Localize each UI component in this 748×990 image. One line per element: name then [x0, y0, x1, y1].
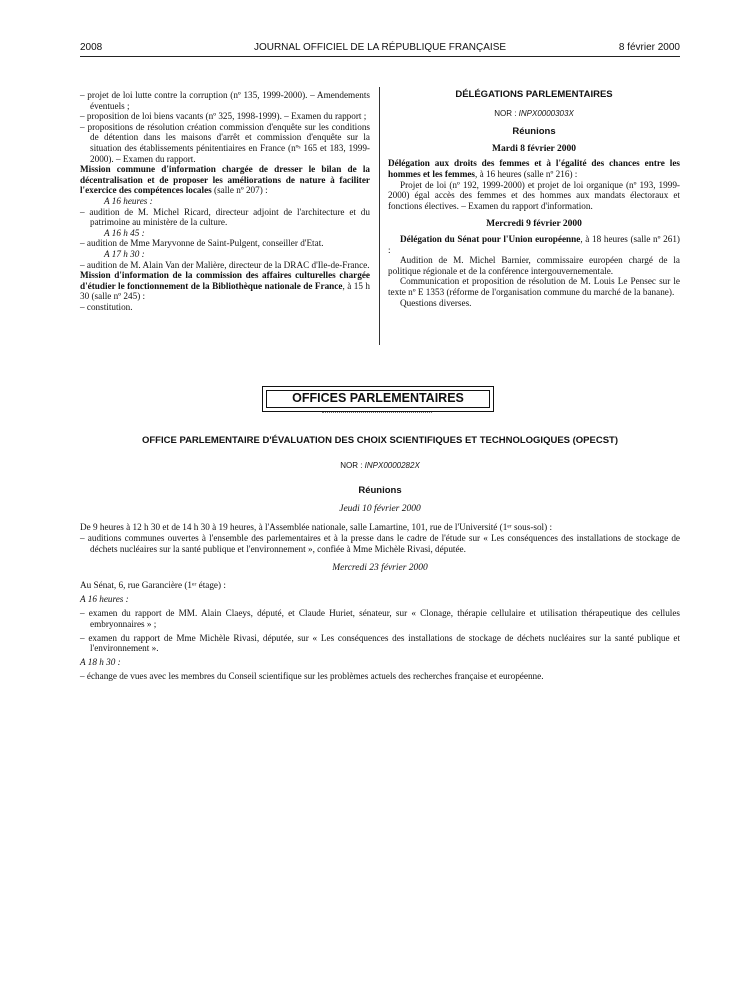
column-divider: [379, 87, 380, 345]
issue-date: 8 février 2000: [618, 42, 680, 53]
day-heading: Mardi 8 février 2000: [492, 143, 576, 154]
day-heading: Jeudi 10 février 2000: [339, 504, 421, 515]
left-column: [80, 90, 370, 312]
nor-reference: NOR : INPX0000303X: [494, 108, 574, 118]
agenda-location: Au Sénat, 6, rue Garancière (1ᵉʳ étage) :: [80, 580, 226, 591]
list-item: – audition de Mme Maryvonne de Saint-Pulgent, conseiller d'Etat.: [80, 238, 324, 249]
delegation-heading: Délégation aux droits des femmes et à l'égalité des chances entre les hommes et les femmes, à 16 heures (salle nº 216) :: [388, 158, 680, 179]
list-item: – projet de loi lutte contre la corruption (nº 135, 1999-2000). – Amendements éventuels ;: [80, 90, 370, 111]
page-number: 2008: [80, 42, 103, 53]
list-item: – proposition de loi biens vacants (nº 325, 1998-1999). – Examen du rapport ;: [80, 111, 367, 122]
header-rule: [80, 56, 680, 57]
delegation-heading: Délégation du Sénat pour l'Union européenne, à 18 heures (salle nº 261) :: [388, 233, 680, 255]
list-item: – audition de M. Alain Van der Malière, directeur de la DRAC d'Ile-de-France.: [80, 259, 370, 270]
list-item: – examen du rapport de MM. Alain Claeys, député, et Claude Huriet, sénateur, sur « Clonage, thérapie cellulaire et utilisation thérapeutique des cellules embryonnaires » ;: [80, 607, 680, 629]
offices-section-title: OFFICES PARLEMENTAIRES: [266, 390, 490, 408]
agenda-paragraph: Projet de loi (nº 192, 1999-2000) et projet de loi organique (nº 193, 1999-2000) égal accès des femmes et des hommes aux mandats électoraux et fonctions électives. – Examen du rapport d'information.: [388, 179, 680, 211]
list-item: – audition de M. Michel Ricard, directeur adjoint de l'architecture et du patrimoine au ministère de la culture.: [80, 206, 370, 228]
offices-section-box: [262, 386, 494, 412]
agenda-paragraph: Communication et proposition de résolution de M. Louis Le Pensec sur le texte nº E 1353 (réforme de l'organisation commune du marché de la banane).: [388, 276, 680, 297]
list-item: – constitution.: [80, 301, 133, 312]
agenda-line: De 9 heures à 12 h 30 et de 14 h 30 à 19 heures, à l'Assemblée nationale, salle Lamartine, 101, rue de l'Université (1ᵉʳ sous-sol) :: [80, 522, 553, 533]
agenda-paragraph: Audition de M. Michel Barnier, commissaire européen chargé de la politique régionale et de la conférence intergouvernementale.: [388, 255, 680, 276]
office-title: OFFICE PARLEMENTAIRE D'ÉVALUATION DES CHOIX SCIENTIFIQUES ET TECHNOLOGIQUES (OPECST): [141, 435, 619, 446]
reunions-heading: Réunions: [512, 126, 556, 138]
opecst-section: [80, 436, 680, 682]
list-item: – propositions de résolution création commission d'enquête sur les conditions de détention dans les maisons d'arrêt et commission d'enquête sur la situation des établissements pénitentiaires en France (nºˢ 165 et 183, 1999-2000). – Examen du rapport.: [80, 121, 370, 164]
list-item: – échange de vues avec les membres du Conseil scientifique sur les problèmes actuels des recherches française et européenne.: [80, 670, 544, 681]
list-item: – examen du rapport de Mme Michèle Rivasi, députée, sur « Les conséquences des installations de stockage de déchets nucléaires sur la santé publique et l'environnement ».: [80, 632, 680, 654]
mission-heading: Mission commune d'information chargée de dresser le bilan de la décentralisation et de proposer les améliorations de nature à faciliter l'exercice des compétences locales (salle nº 207) :: [80, 164, 370, 196]
day-heading: Mercredi 9 février 2000: [486, 219, 582, 230]
section-title: DÉLÉGATIONS PARLEMENTAIRES: [455, 89, 613, 100]
time-slot: A 16 h 45 :: [104, 227, 145, 238]
journal-title: JOURNAL OFFICIEL DE LA RÉPUBLIQUE FRANÇAISE: [253, 42, 507, 53]
box-underline: [322, 412, 432, 413]
list-item: – auditions communes ouvertes à l'ensemble des parlementaires et à la presse dans le cadre de l'étude sur « Les conséquences des installations de stockage de déchets nucléaires sur la santé publique et l'environnement », confiée à Mme Michèle Rivasi, députée.: [80, 532, 680, 554]
time-slot: A 16 heures :: [104, 195, 153, 206]
time-slot: A 18 h 30 :: [80, 657, 121, 668]
agenda-paragraph: Questions diverses.: [400, 297, 472, 308]
time-slot: A 17 h 30 :: [104, 248, 145, 259]
mission-heading: Mission d'information de la commission des affaires culturelles chargée d'étudier le fonctionnement de la Bibliothèque nationale de France, à 15 h 30 (salle nº 245) :: [80, 270, 370, 302]
right-column: [388, 90, 680, 308]
reunions-heading: Réunions: [358, 484, 402, 496]
day-heading: Mercredi 23 février 2000: [332, 562, 428, 573]
time-slot: A 16 heures :: [80, 594, 129, 605]
nor-reference: NOR : INPX0000282X: [340, 460, 420, 470]
